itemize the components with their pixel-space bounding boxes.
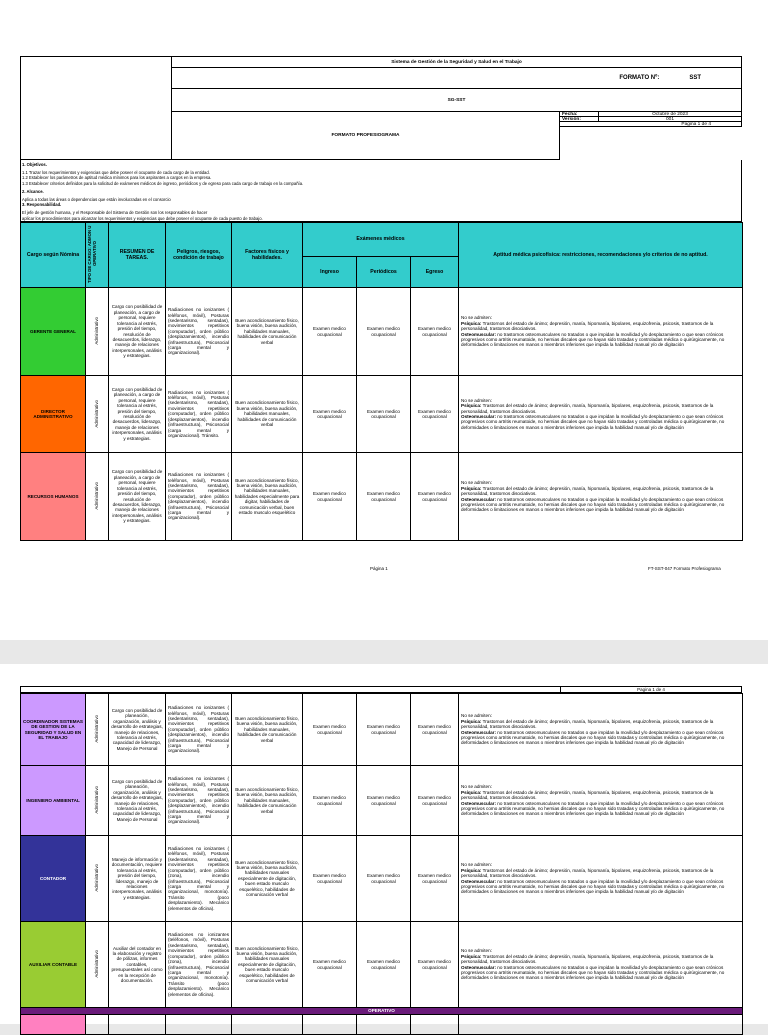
role-name: COORDINADOR SISTEMAS DE GESTION DE LA SEGURIDAD Y SALUD EN EL TRABAJO xyxy=(21,694,86,766)
peligros-cell: Radiaciones no ionizantes ( teléfonos, móvil), Posturas (sedentarismo, sentadas), movimientos repetitivos (computador), orden público (desplazamientos), incendio (infraestructura), Psicosocial (carga mental y organizacional). xyxy=(166,453,232,541)
responsabilidad-title: 3. Responsabilidad. xyxy=(22,202,62,208)
tipo-text: Administrativo xyxy=(94,317,100,345)
resumen-cell: Cargo con posibilidad de planeación, a cargo de personal, requiere tolerancia al estrés, presión del tiempo, resolución de desacuerdos, liderazgo, manejo de relaciones interpersonales, análisis y estrategias. xyxy=(109,453,166,541)
resumen-cell: Cargo con posibilidad de planeación, a cargo de personal, requiere tolerancia al estrés, presión del tiempo, resolución de desacuerdos, liderazgo, manejo de relaciones interpersonales, análisis y estrategias. xyxy=(109,376,166,453)
table-row xyxy=(21,288,743,376)
document-code: SG-SST xyxy=(171,88,742,112)
aptitud-psiquica-label: Psíquica: xyxy=(461,320,482,326)
aptitud-intro: No se admiten: xyxy=(461,315,492,321)
table-row xyxy=(21,453,743,541)
aptitud-psiquica-text: Trastornos del estado de ánimo; depresión, manía, hipomanía, bipolares, esquizofrenia, psicosis, trastornos de la personalidad, trastornos disociativos. xyxy=(461,320,714,332)
aptitud-osteo-text: no trastornos osteomusculares no tratados o que impidan la movilidad y/o desplazamiento o que sean crónicos progresivos como artritis reumatoide, no hernias discales que no hayan sido tratadas y controladas médica o quirúrgicamente, no deformidades o limitaciones en manos o miembros inferiores que impida la habilidad manual y/o de digitación xyxy=(461,800,725,817)
tipo-cell xyxy=(86,836,109,922)
aptitud-psiquica-label: Psíquica: xyxy=(461,789,482,795)
alcance-text: Aplica a todas las áreas o dependencias que están involucradas en el consorcio xyxy=(22,197,171,203)
aptitud-osteo-text: no trastornos osteomusculares no tratados o que impidan la movilidad y/o desplazamiento o que sean crónicos progresivos como artritis reumatoide, no hernias discales que no hayan sido tratadas y controladas médica o quirúrgicamente, no deformidades o limitaciones en manos o miembros inferiores que impida la habilidad manual y/o de digitación xyxy=(461,496,725,513)
responsabilidad-line-1: El jefe de gestión humana, y el Responsable del Sistema de Gestión son los responsables de hacer xyxy=(22,210,208,216)
factores-cell: Buen acondicionamiento físico, buena visión, buena audición, habilidades manuales especialmente de digitación, buen estado musculo esquelético, habilidades de comunicación verbal xyxy=(232,836,303,922)
aptitud-psiquica-label: Psíquica: xyxy=(461,867,482,873)
aptitud-osteo-label: Osteomuscular: xyxy=(461,800,496,806)
factores-cell: Buen acondicionamiento físico, buena visión, buena audición, habilidades manuales especialmente de digitación, buen estado musculo esquelético, habilidades de comunicación verbal xyxy=(232,922,303,1008)
objetivo-1: 1.1 Trazar los requerimientos y exigencias que debe poseer el ocupante de cada cargo de la entidad. xyxy=(22,170,210,176)
aptitud-osteo-label: Osteomuscular: xyxy=(461,964,496,970)
col-ingreso: Ingreso xyxy=(303,257,357,288)
factores-cell: Buen acondicionamiento físico, buena visión, buena audición, habilidades manuales, habilidades especialmente para digitar, habilidades de comunicación verbal, buen estado musculo esquelético xyxy=(232,453,303,541)
periodicos-cell: Examen medico ocupacional xyxy=(357,453,411,541)
aptitud-osteo-label: Osteomuscular: xyxy=(461,878,496,884)
aptitud-intro: No se admiten: xyxy=(461,397,492,403)
table-row xyxy=(21,766,743,836)
document-header xyxy=(20,56,742,160)
col-examenes: Exámenes médicos xyxy=(303,223,459,257)
profesiograma-table xyxy=(20,222,743,541)
aptitud-cell xyxy=(459,453,743,541)
aptitud-osteo-text: no trastornos osteomusculares no tratados o que impidan la movilidad y/o desplazamiento o que sean crónicos progresivos como artritis reumatoide, no hernias discales que no hayan sido tratadas y controladas médica o quirúrgicamente, no deformidades o limitaciones en manos o miembros inferiores que impida la habilidad manual y/o de digitación xyxy=(461,964,725,981)
peligros-cell: Radiaciones no ionizantes ( teléfonos, móvil), Posturas (sedentarismo, sentadas), movimientos repetitivos (computador), orden público (desplazamientos), incendio (infraestructura), Psicosocial (carga mental y organizacional). xyxy=(166,694,232,766)
aptitud-psiquica-text: Trastornos del estado de ánimo; depresión, manía, hipomanía, bipolares, esquizofrenia, psicosis, trastornos de la personalidad, trastornos disociativos. xyxy=(461,485,714,497)
resumen-cell: Cargo con posibilidad de planeación, organización, análisis y desarrollo de estrategias, manejo de relaciones, tolerancia al estrés, capacidad de liderazgo, Manejo de Personal xyxy=(109,694,166,766)
aptitud-osteo-label: Osteomuscular: xyxy=(461,496,496,502)
egreso-cell: Examen medico ocupacional xyxy=(411,694,459,766)
egreso-cell: Examen medico ocupacional xyxy=(411,766,459,836)
aptitud-psiquica-text: Trastornos del estado de ánimo; depresión, manía, hipomanía, bipolares, esquizofrenia, psicosis, trastornos de la personalidad, trastornos disociativos. xyxy=(461,867,714,879)
document-title: FORMATO PROFESIOGRAMA xyxy=(171,111,560,160)
document-page-2 xyxy=(0,664,768,1024)
aptitud-osteo-text: no trastornos osteomusculares no tratados o que impidan la movilidad y/o desplazamiento o que sean crónicos progresivos como artritis reumatoide, no hernias discales que no hayan sido tratadas y controladas médica o quirúrgicamente, no deformidades o limitaciones en manos o miembros inferiores que impida la habilidad manual y/o de digitación xyxy=(461,414,725,430)
aptitud-psiquica-text: Trastornos del estado de ánimo; depresión, manía, hipomanía, bipolares, esquizofrenia, psicosis, trastornos de la personalidad, trastornos disociativos. xyxy=(461,403,714,414)
factores-cell: Buen acondicionamiento físico, buena visión, buena audición, habilidades manuales, habilidades de comunicación verbal xyxy=(232,694,303,766)
intro-section xyxy=(20,160,742,222)
periodicos-cell: Examen medico ocupacional xyxy=(357,922,411,1008)
ingreso-cell: Examen medico ocupacional xyxy=(303,766,357,836)
objetivos-title: 1. Objetivos. xyxy=(22,162,47,167)
table-row xyxy=(21,376,743,453)
aptitud-osteo-label: Osteomuscular: xyxy=(461,729,496,735)
tipo-text: Administrativo xyxy=(94,950,100,978)
periodicos-cell: Examen medico ocupacional xyxy=(357,766,411,836)
aptitud-cell xyxy=(459,922,743,1008)
table-row xyxy=(21,836,743,922)
factores-cell: Buen acondicionamiento físico, buena visión, buena audición, habilidades manuales, habilidades de comunicación verbal xyxy=(232,766,303,836)
col-factores: Factores físicos y habilidades. xyxy=(232,223,303,288)
footer-page: Página 1 xyxy=(370,566,388,571)
ingreso-cell: Examen medico ocupacional xyxy=(303,922,357,1008)
aptitud-psiquica-text: Trastornos del estado de ánimo; depresión, manía, hipomanía, bipolares, esquizofrenia, psicosis, trastornos de la personalidad, trastornos disociativos. xyxy=(461,789,714,801)
aptitud-psiquica-label: Psíquica: xyxy=(461,485,482,491)
role-name: GERENTE GENERAL xyxy=(21,288,86,376)
aptitud-intro: No se admiten: xyxy=(461,480,492,486)
fecha-value: Octubre de 2023 xyxy=(598,111,742,117)
alcance-title: 2. Alcance. xyxy=(22,188,44,194)
aptitud-intro: No se admiten: xyxy=(461,784,492,790)
egreso-cell: Examen medico ocupacional xyxy=(411,836,459,922)
factores-cell: Buen acondicionamiento físico, buena visión, buena audición, habilidades manuales, habilidades de comunicación verbal xyxy=(232,376,303,453)
peligros-cell: Radiaciones no ionizantes ( teléfonos, móvil), Posturas (sedentarismo, sentadas), movimientos repetitivos (computador), orden público (desplazamientos), incendio (infraestructura), Psicosocial (carga mental y organizacional). xyxy=(166,766,232,836)
role-name: INGENIERO AMBIENTAL xyxy=(21,766,86,836)
table-body-page-2 xyxy=(21,694,743,1008)
peligros-cell: Radiaciones no ionizantes ( teléfonos, móvil), Posturas (sedentarismo, sentadas), movimientos repetitivos (computador), orden público (zona), incendio (infraestructura), Psicosocial (carga mental y organizacional, monotonía). Tránsito (poco desplazamiento). Mecánico (elementos de oficina). xyxy=(166,836,232,922)
aptitud-cell xyxy=(459,288,743,376)
format-label: FORMATO Nº: xyxy=(619,75,660,81)
ingreso-cell: Examen medico ocupacional xyxy=(303,453,357,541)
col-resumen: RESUMEN DE TAREAS. xyxy=(109,223,166,288)
page2-top-border xyxy=(20,686,742,693)
tipo-cell xyxy=(86,922,109,1008)
aptitud-cell xyxy=(459,376,743,453)
profesiograma-table-page-2 xyxy=(20,693,743,1035)
tipo-text: Administrativo xyxy=(94,715,100,743)
ingreso-cell: Examen medico ocupacional xyxy=(303,836,357,922)
tipo-text: Administrativo xyxy=(94,482,100,510)
peligros-cell: Radiaciones no ionizantes ( teléfonos, móvil), Posturas (sedentarismo, sentadas), movimientos repetitivos (computador), orden público (desplazamientos), incendio (infraestructura), Psicosocial (carga mental y organizacional). xyxy=(166,288,232,376)
aptitud-cell xyxy=(459,836,743,922)
egreso-cell: Examen medico ocupacional xyxy=(411,376,459,453)
peligros-cell: Radiaciones no ionizantes ( teléfonos, móvil), Posturas (sedentarismo, sentadas), movimientos repetitivos (computador), orden público (desplazamientos), incendio (infraestructura), Psicosocial (carga mental y organizacional). Tránsito. xyxy=(166,376,232,453)
aptitud-cell xyxy=(459,766,743,836)
ingreso-cell: Examen medico ocupacional xyxy=(303,376,357,453)
aptitud-intro: No se admiten: xyxy=(461,948,492,954)
periodicos-cell: Examen medico ocupacional xyxy=(357,376,411,453)
logo-placeholder xyxy=(20,56,172,160)
aptitud-psiquica-text: Trastornos del estado de ánimo; depresión, manía, hipomanía, bipolares, esquizofrenia, psicosis, trastornos de la personalidad, trastornos disociativos. xyxy=(461,953,714,965)
role-name: AUXILIAR CONTABLE xyxy=(21,922,86,1008)
format-value: SST xyxy=(689,75,701,81)
table-body-page-1 xyxy=(21,288,743,541)
tipo-text: Administrativo xyxy=(94,399,100,428)
role-name: RECURSOS HUMANOS xyxy=(21,453,86,541)
tipo-text: Administrativo xyxy=(94,786,100,814)
aptitud-intro: No se admiten: xyxy=(461,862,492,868)
role-name: CONTADOR xyxy=(21,836,86,922)
ingreso-cell: Examen medico ocupacional xyxy=(303,288,357,376)
tipo-cell xyxy=(86,453,109,541)
objetivo-2: 1.2 Establecer los parámetros de aptitud médica mínimos para los aspirantes a cargos en la empresa. xyxy=(22,175,212,181)
fecha-label: Fecha: xyxy=(559,111,599,117)
footer-code: FT-SST-047 Formato Profesiograma xyxy=(648,566,721,571)
system-title: Sistema de Gestión de la Seguridad y Salud en el Trabajo xyxy=(171,56,742,68)
egreso-cell: Examen medico ocupacional xyxy=(411,453,459,541)
resumen-cell: Cargo con posibilidad de planeación, organización, análisis y desarrollo de estrategias, manejo de relaciones, tolerancia al estrés, capacidad de liderazgo, Manejo de Personal xyxy=(109,766,166,836)
aptitud-psiquica-text: Trastornos del estado de ánimo; depresión, manía, hipomanía, bipolares, esquizofrenia, psicosis, trastornos de la personalidad, trastornos disociativos. xyxy=(461,718,714,730)
aptitud-psiquica-label: Psíquica: xyxy=(461,718,482,724)
col-periodicos: Periódicos xyxy=(357,257,411,288)
col-cargo: Cargo según Nómina xyxy=(21,223,86,288)
tipo-cell xyxy=(86,376,109,453)
aptitud-psiquica-label: Psíquica: xyxy=(461,953,482,959)
aptitud-osteo-text: no trastornos osteomusculares no tratados o que impidan la movilidad y/o desplazamiento o que sean crónicos progresivos como artritis reumatoide, no hernias discales que no hayan sido tratadas y controladas médica o quirúrgicamente, no deformidades o limitaciones en manos o miembros inferiores que impida la habilidad manual y/o de digitación xyxy=(461,878,725,895)
col-tipo: TIPO DE CARGO: ADMON U OPERATIVO xyxy=(86,223,109,288)
peligros-cell: Radiaciones no ionizantes (teléfonos, móvil), Posturas (sedentarismo, sentadas), movimientos repetitivos (computador), orden público (zona), incendio (infraestructura), Psicosocial (carga mental y organizacional, monotonía). Tránsito (poco desplazamiento). Mecánico (elementos de oficina). xyxy=(166,922,232,1008)
page-counter: Pagina 1 de 4 xyxy=(559,121,742,127)
aptitud-osteo-label: Osteomuscular: xyxy=(461,414,496,419)
resumen-cell: Manejo de información y documentación, requiere tolerancia al estrés, presión del tiempo, liderazgo, manejo de relaciones interpersonales, análisis y estrategias. xyxy=(109,836,166,922)
version-label: Versión: xyxy=(559,116,599,122)
tipo-cell xyxy=(86,766,109,836)
aptitud-psiquica-label: Psíquica: xyxy=(461,403,482,409)
role-name: DIRECTOR ADMINISTRATIVO xyxy=(21,376,86,453)
periodicos-cell: Examen medico ocupacional xyxy=(357,288,411,376)
factores-cell: Buen acondicionamiento físico, buena visión, buena audición, habilidades manuales, habilidades de comunicación verbal xyxy=(232,288,303,376)
aptitud-osteo-text: no trastornos osteomusculares no tratados o que impidan la movilidad y/o desplazamiento o que sean crónicos progresivos como artritis reumatoide, no hernias discales que no hayan sido tratadas y controladas médica o quirúrgicamente, no deformidades o limitaciones en manos o miembros inferiores que impida la habilidad manual y/o de digitación xyxy=(461,331,725,348)
page2-page-counter: Pagina 1 de 4 xyxy=(560,687,741,692)
egreso-cell: Examen medico ocupacional xyxy=(411,288,459,376)
aptitud-intro: No se admiten: xyxy=(461,713,492,719)
format-row xyxy=(171,67,742,89)
col-aptitud: Aptitud médica psicofísica: restricciones, recomendaciones y/o criterios de no aptitud. xyxy=(459,223,743,288)
aptitud-cell xyxy=(459,694,743,766)
tipo-cell xyxy=(86,288,109,376)
objetivo-3: 1.3 Establecer criterios definidos para la solicitud de exámenes médicos de ingreso, periódicos y de egreso para cada cargo de trabajo en la compañía. xyxy=(22,180,304,186)
col-egreso: Egreso xyxy=(411,257,459,288)
operativo-role-cell xyxy=(21,1015,86,1035)
tipo-text: Administrativo xyxy=(94,864,100,892)
table-row xyxy=(21,922,743,1008)
periodicos-cell: Examen medico ocupacional xyxy=(357,694,411,766)
operativo-section-bar: OPERATIVO xyxy=(21,1008,743,1015)
resumen-cell: Auxiliar del contador en la elaboración y registro de pólizas, informes contables, presupuestales así como en la recepción de documentación. xyxy=(109,922,166,1008)
responsabilidad-line-2: aplicar los procedimientos para alcanzar los requerimientos y exigencias que debe poseer el ocupante de cada puesto de trabajo. xyxy=(22,215,263,221)
table-row xyxy=(21,694,743,766)
egreso-cell: Examen medico ocupacional xyxy=(411,922,459,1008)
ingreso-cell: Examen medico ocupacional xyxy=(303,694,357,766)
aptitud-osteo-label: Osteomuscular: xyxy=(461,331,496,337)
aptitud-osteo-text: no trastornos osteomusculares no tratados o que impidan la movilidad y/o desplazamiento o que sean crónicos progresivos como artritis reumatoide, no hernias discales que no hayan sido tratadas y controladas médica o quirúrgicamente, no deformidades o limitaciones en manos o miembros inferiores que impida la habilidad manual y/o de digitación xyxy=(461,729,725,746)
tipo-cell xyxy=(86,694,109,766)
periodicos-cell: Examen medico ocupacional xyxy=(357,836,411,922)
col-peligros: Peligros, riesgos, condición de trabajo xyxy=(166,223,232,288)
version-value: 001 xyxy=(598,116,742,122)
resumen-cell: Cargo con posibilidad de planeación, a cargo de personal, requiere tolerancia al estrés, presión del tiempo, resolución de desacuerdos, liderazgo, manejo de relaciones interpersonales, análisis y estrategias. xyxy=(109,288,166,376)
